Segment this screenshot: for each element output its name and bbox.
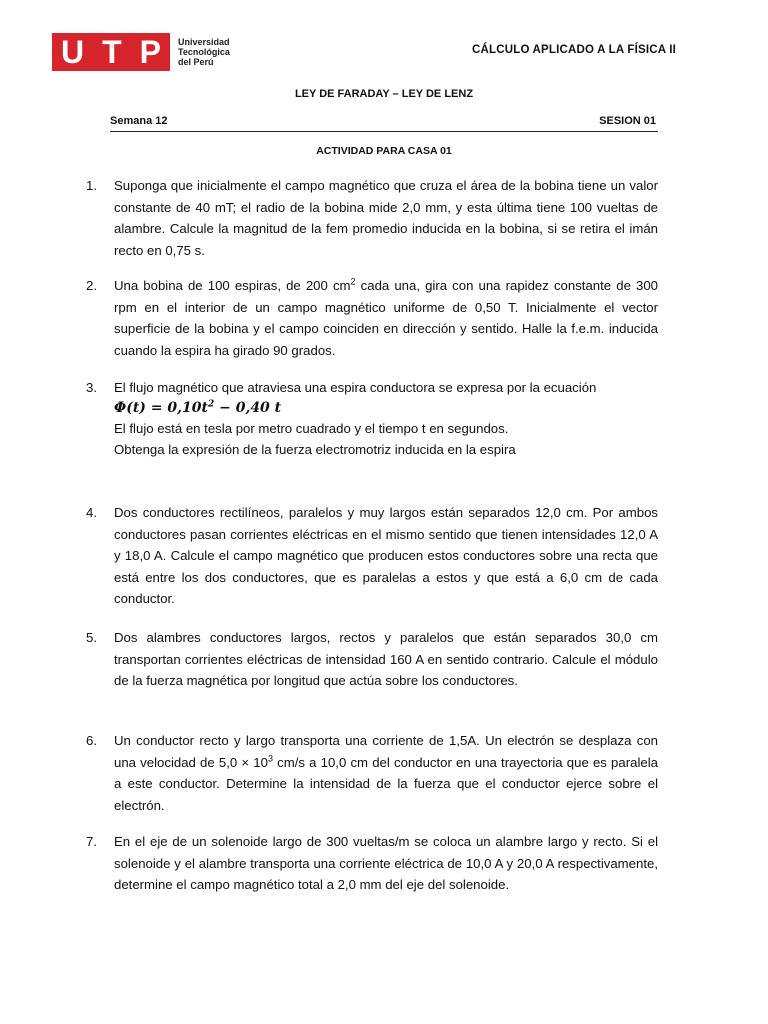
problem-text: Dos alambres conductores largos, rectos y paralelos que están separados 30,0 cm transportan corrientes eléctricas de intensidad 160 A en sentido contrario. Calcule el módulo de la fuerza magnética por longitud que actúa sobre los conductores. [114,630,658,688]
problem-text-part: Un conductor recto y largo transporta una corriente de 1,5A. Un electrón se desplaza con una velocidad de 5,0 × 10 [114,733,658,770]
problem-7 [86,831,658,896]
problem-number: 7. [86,834,97,849]
problem-1 [86,175,658,261]
problem-2 [86,275,658,361]
utp-logo-mark [52,33,170,71]
superscript: 3 [267,753,273,764]
equation-part: − 0,40 t [214,399,282,416]
flux-equation [114,399,658,418]
header-divider [110,131,658,132]
problem-text-part: Una bobina de 100 espiras, de 200 cm [114,278,351,293]
equation-part: Φ(t) = 0,10t [114,399,208,416]
problem-number: 3. [86,380,97,395]
problem-text-part: cada una, gira con una rapidez constante de 300 rpm en el interior de un campo magnético uniforme de 0,50 T. Inicialmente el vector superficie de la bobina y el campo coinciden en dirección y sentido. Halle la f.e.m. inducida cuando la espira ha girado 90 grados. [114,278,658,358]
problem-text: Dos conductores rectilíneos, paralelos y muy largos están separados 12,0 cm. Por ambos conductores pasan corrientes eléctricas en el mismo sentido que tienen intensidades 12,0 A y 18,0 A. Calcule el campo magnético que producen estos conductores sobre una recta que está entre los dos conductores, que es paralelas a estos y que está a 6,0 cm de cada conductor. [114,505,658,606]
problem-text-part: El flujo está en tesla por metro cuadrado y el tiempo t en segundos. [114,420,509,436]
problem-number: 6. [86,733,97,748]
activity-subtitle: ACTIVIDAD PARA CASA 01 [316,145,452,157]
course-name: CÁLCULO APLICADO A LA FÍSICA II [471,44,676,56]
logo-text-line: del Perú [178,57,214,67]
logo-text-line: Universidad [178,37,230,47]
problem-text: En el eje de un solenoide largo de 300 vueltas/m se coloca un alambre largo y recto. Si el solenoide y el alambre transporta una corriente eléctrica de 10,0 A y 20,0 A respectivamente, determine el campo magnético total a 2,0 mm del eje del solenoide. [114,834,658,892]
logo-text-line: Tecnológica [178,47,230,57]
problem-4 [86,502,658,610]
problem-text [114,377,658,461]
logo-university-name [178,37,248,67]
utp-logo [52,33,248,71]
logo-letter-u: U [61,34,85,70]
problem-number: 5. [86,630,97,645]
superscript: 2 [350,276,356,287]
document-title: LEY DE FARADAY – LEY DE LENZ [294,88,474,100]
superscript: 2 [207,398,215,409]
problem-3 [86,377,658,461]
problem-6 [86,730,658,816]
logo-letter-t: T [102,34,122,70]
problem-text [114,275,658,361]
session-label: SESION 01 [599,115,656,127]
logo-letter-p: P [139,34,161,70]
problem-number: 1. [86,178,97,193]
problem-text-part: El flujo magnético que atraviesa una espira conductora se expresa por la ecuación [114,380,597,395]
problem-number: 4. [86,505,97,520]
problem-text-part: cm/s a 10,0 cm del conductor en una trayectoria que es paralela a este conductor. Determine la intensidad de la fuerza que el conductor ejerce sobre el electrón. [114,754,658,813]
week-label: Semana 12 [110,115,168,127]
problem-5 [86,627,658,692]
problem-number: 2. [86,278,97,293]
problem-text: Suponga que inicialmente el campo magnético que cruza el área de la bobina tiene un valor constante de 40 mT; el radio de la bobina mide 2,0 mm, y esta última tiene 100 vueltas de alambre. Calcule la magnitud de la fem promedio inducida en la bobina, si se retira el imán recto en 0,75 s. [114,178,658,258]
problem-text [114,730,658,816]
problem-text-part: Obtenga la expresión de la fuerza electromotriz inducida en la espira [114,442,516,457]
